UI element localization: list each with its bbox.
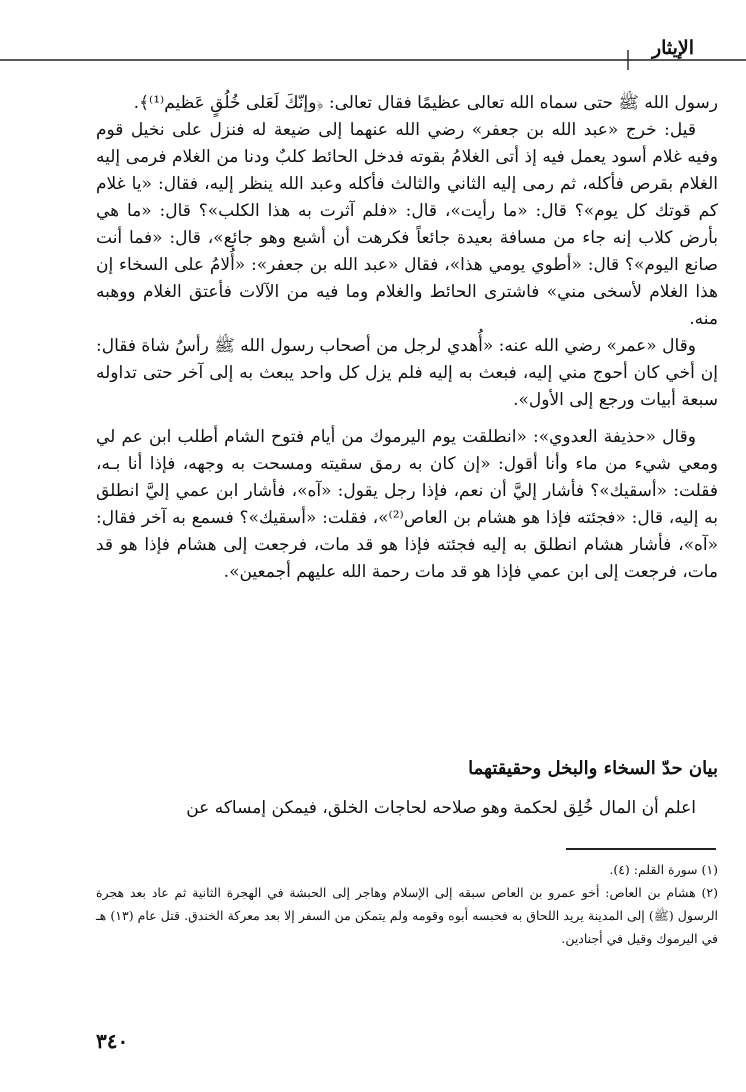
footnote-divider — [566, 848, 716, 850]
footnote-1: (١) سورة القلم: (٤). — [609, 862, 718, 877]
paragraph-1: رسول الله ﷺ حتى سماه الله تعالى عظيمًا فقال تعالى: ﴿وإنّكَ لَعَلى خُلُقٍ عَظيم⁽¹⁾﴾. — [133, 93, 718, 113]
section-heading: بيان حدّ السخاء والبخل وحقيقتهما — [468, 758, 718, 779]
paragraph-2: قيل: خرج «عبد الله بن جعفر» رضي الله عنهما إلى ضيعة له فنزل على نخيل قوم وفيه غلام أسود يعمل فيه إذ أتى الغلامُ بقوته فدخل الحائط كلبٌ ودنا من الغلام فرمى إليه الغلام بقرص فأكله، ثم رمى إليه الثاني والثالث فأكله وعبد الله ينظر إليه، فقال: «يا غلام كم قوتك كل يوم»؟ قال: «ما رأيت»، قال: «فلم آثرت به هذا الكلب»؟ قال: «ما هي بأرض كلاب إنه جاء من مسافة بعيدة جائعاً فكرهت أن أشبع وهو جائع»، قال: «فما أنت صانع اليوم»؟ قال: «أطوي يومي هذا»، فقال «عبد الله بن جعفر»: «أُلامُ على السخاء إن هذا الغلام لأسخى مني» فاشترى الحائط والغلام وما فيه من الآلات فأعتق الغلام ووهبه منه. — [96, 120, 718, 329]
running-header-title: الإيثار — [651, 37, 695, 59]
footnotes — [96, 858, 718, 950]
paragraph-4: وقال «حذيفة العدوي»: «انطلقت يوم اليرموك من أيام فتوح الشام أطلب ابن عم لي ومعي شيء من ماء وأنا أقول: «إن كان به رمق سقيته ومسحت به وجهه، فإذا أنا بـه، فقلت: «أسقيك»؟ فأشار إليَّ أن نعم، فإذا رجل يقول: «آه»، فأشار ابن عمي إليَّ انطلق به إليه، قال: «فجئته فإذا هو هشام بن العاص⁽²⁾»، فقلت: «أسقيك»؟ فسمع به آخر فقال: «آه»، فأشار هشام انطلق به إليه فجئته فإذا هو قد مات، فرجعت إلى هشام فإذا هو قد مات، فرجعت إلى ابن عمي فإذا هو قد مات رحمة الله عليهم أجمعين». — [96, 427, 718, 582]
paragraph-5: اعلم أن المال خُلِق لحكمة وهو صلاحه لحاجات الخلق، فيمكن إمساكه عن — [186, 798, 696, 818]
page-number: ٣٤٠ — [96, 1029, 129, 1053]
main-text — [96, 90, 718, 586]
paragraph-3: وقال «عمر» رضي الله عنه: «أُهدي لرجل من أصحاب رسول الله ﷺ رأسُ شاة فقال: إن أخي كان أحوج مني إليه، فبعث به إليه فلم يزل كل واحد يبعث به إلى آخر حتى تداوله سبعة أبيات ورجع إلى الأول». — [96, 336, 718, 410]
footnote-2: (٢) هشام بن العاص: أخو عمرو بن العاص سبقه إلى الإسلام وهاجر إلى الحبشة في الهجرة الثانية ثم عاد بعد هجرة الرسول (ﷺ) إلى المدينة يريد اللحاق به فحبسه أبوه وقومه ولم يتمكن من السفر إلا بعد معركة الخندق. قتل عام (١٣) هـ في اليرموك وقيل في أجنادين. — [96, 885, 718, 946]
